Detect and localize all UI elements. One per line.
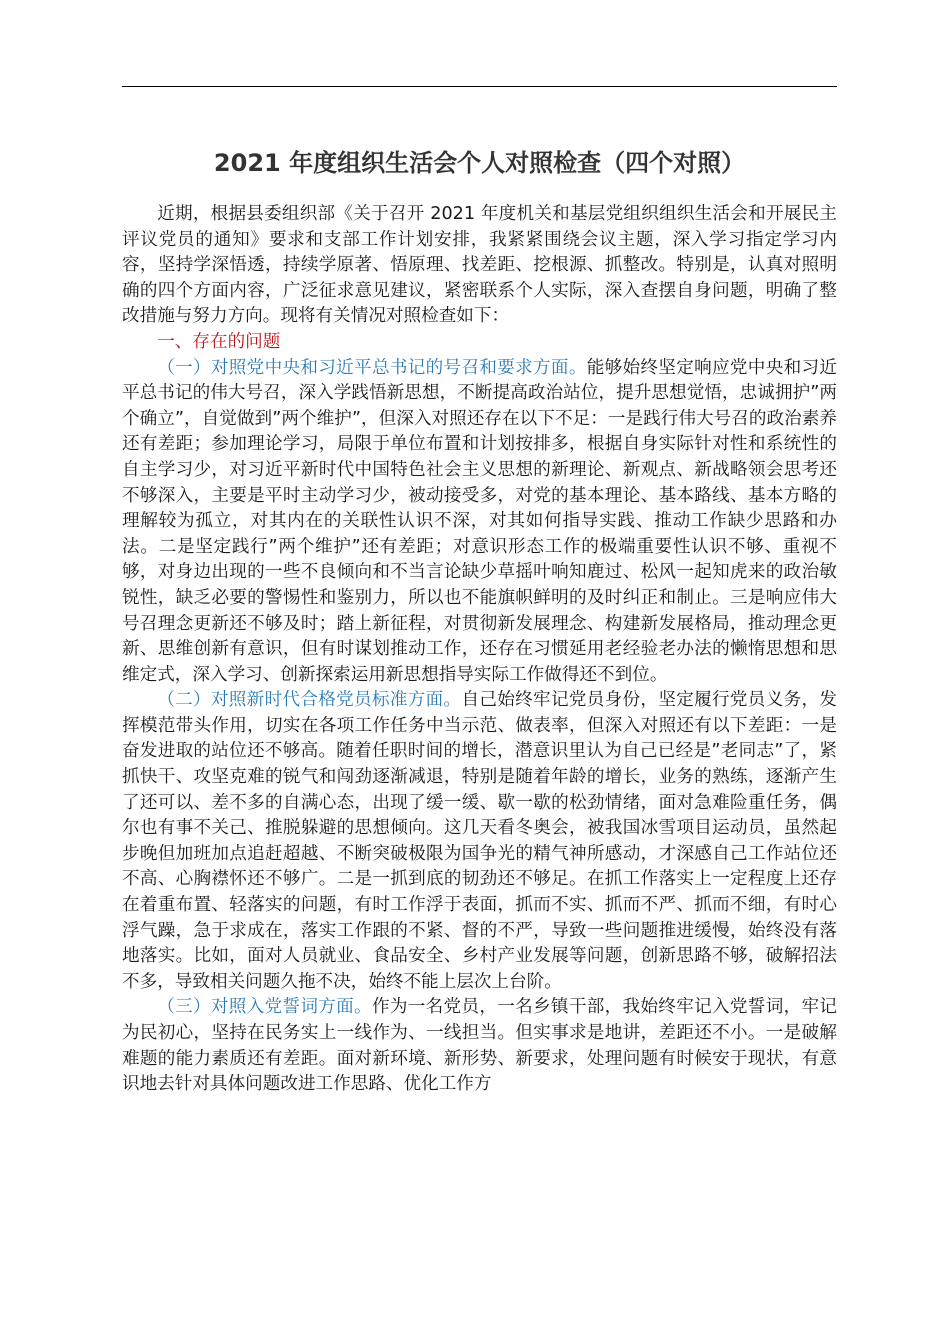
- intro-paragraph: 近期，根据县委组织部《关于召开 2021 年度机关和基层党组织组织生活会和开展民主评议党员的通知》要求和支部工作计划安排，我紧紧围绕会议主题，深入学习指定学习内容，坚持学深悟透，持续学原著、悟原理、找差距、挖根源、抓整改。特别是，认真对照明确的四个方面内容，广泛征求意见建议，紧密联系个人实际，深入查摆自身问题，明确了整改措施与努力方向。现将有关情况对照检查如下：: [122, 204, 837, 327]
- subsection-paragraph-2: [122, 688, 837, 995]
- subsection-paragraph-1: [122, 356, 837, 689]
- header-rule: [122, 86, 837, 87]
- section-heading-problems: 一、存在的问题: [157, 331, 281, 352]
- subsection-heading-2: （二）对照新时代合格党员标准方面。: [157, 690, 462, 711]
- document-title: 2021 年度组织生活会个人对照检查（四个对照）: [213, 149, 746, 177]
- subsection-text-3: 作为一名党员，一名乡镇干部，我始终牢记入党誓词，牢记为民初心，坚持在民务实上一线作为、一线担当。但实事求是地讲，差距还不小。一是破解难题的能力素质还有差距。面对新环境、新形势、新要求，处理问题有时候安于现状，有意识地去针对具体问题改进工作思路、优化工作方: [122, 997, 837, 1095]
- subsection-text-2: 自己始终牢记党员身份，坚定履行党员义务，发挥模范带头作用，切实在各项工作任务中当示范、做表率，但深入对照还有以下差距：一是奋发进取的站位还不够高。随着任职时间的增长，潜意识里认为自己已经是”老同志”了，紧抓快干、攻坚克难的锐气和闯劲逐渐减退，特别是随着年龄的增长，业务的熟练，逐渐产生了还可以、差不多的自满心态，出现了缓一缓、歇一歇的松劲情绪，面对急难险重任务，偶尔也有事不关己、推脱躲避的思想倾向。这几天看冬奥会，被我国冰雪项目运动员，虽然起步晚但加班加点追赶超越、不断突破极限为国争光的精气神所感动，才深感自己工作站位还不高、心胸襟怀还不够广。二是一抓到底的韧劲还不够足。在抓工作落实上一定程度上还存在着重布置、轻落实的问题，有时工作浮于表面，抓而不实、抓而不严、抓而不细，有时心浮气躁，急于求成在，落实工作跟的不紧、督的不严，导致一些问题推进缓慢，始终没有落地落实。比如，面对人员就业、食品安全、乡村产业发展等问题，创新思路不够，破解招法不多，导致相关问题久拖不决，始终不能上层次上台阶。: [122, 690, 837, 992]
- subsection-heading-3: （三）对照入党誓词方面。: [157, 997, 372, 1018]
- subsection-paragraph-3: [122, 995, 837, 1097]
- subsection-text-1: 能够始终坚定响应党中央和习近平总书记的伟大号召，深入学践悟新思想，不断提高政治站位，提升思想觉悟，忠诚拥护”两个确立”，自觉做到”两个维护”，但深入对照还存在以下不足：一是践行伟大号召的政治素养还有差距；参加理论学习，局限于单位布置和计划按排多，根据自身实际针对性和系统性的自主学习少，对习近平新时代中国特色社会主义思想的新理论、新观点、新战略领会思考还不够深入，主要是平时主动学习少，被动接受多，对党的基本理论、基本路线、基本方略的理解较为孤立，对其内在的关联性认识不深，对其如何指导实践、推动工作缺少思路和办法。二是坚定践行”两个维护”还有差距；对意识形态工作的极端重要性认识不够、重视不够，对身边出现的一些不良倾向和不当言论缺少草摇叶响知鹿过、松风一起知虎来的政治敏锐性，缺乏必要的警惕性和鉴别力，所以也不能旗帜鲜明的及时纠正和制止。三是响应伟大号召理念更新还不够及时；踏上新征程，对贯彻新发展理念、构建新发展格局，推动理念更新、思维创新有意识，但有时谋划推动工作，还存在习惯延用老经验老办法的懒惰思想和思维定式，深入学习、创新探索运用新思想指导实际工作做得还不到位。: [122, 357, 837, 685]
- document-body: [122, 202, 837, 1098]
- subsection-heading-1: （一）对照党中央和习近平总书记的号召和要求方面。: [157, 357, 587, 378]
